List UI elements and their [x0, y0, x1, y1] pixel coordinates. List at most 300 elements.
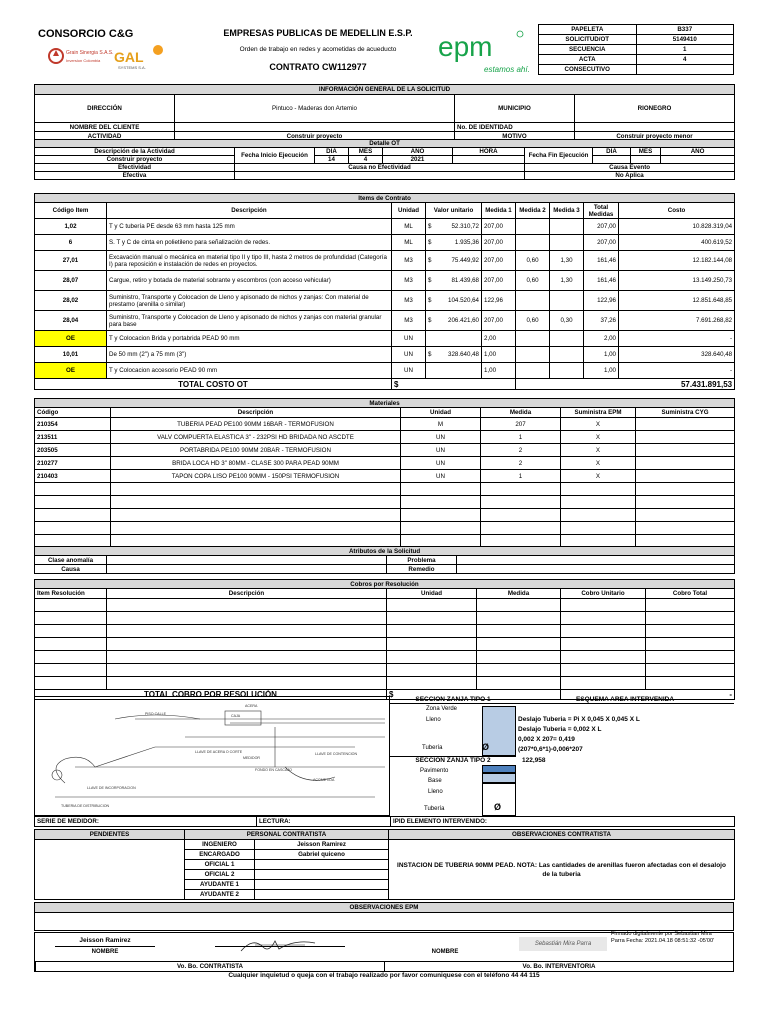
order-description: Orden de trabajo en redes y acometidas de acueducto [239, 46, 397, 53]
empty-cell [636, 496, 735, 509]
calc-line-2: 0,002 X 207= 0,419 [518, 736, 575, 743]
material-qty: 1 [481, 470, 561, 483]
material-unit: UN [401, 444, 481, 457]
items-header-total: Total Medidas [584, 203, 619, 219]
personal-title: PERSONAL CONTRATISTA [185, 830, 389, 840]
material-unit: UN [401, 470, 481, 483]
item-desc: Excavación manual o mecánica en material tipo II y tipo III, hasta 2 metros de profundidad (Categoría I) para reposición e instalación de redes en proyectos. [107, 251, 392, 271]
digital-signature-text: Firmado digitalmente por Sebastian Mira Parra Fecha: 2021.04.18 08:51:32 -05'00' [611, 931, 715, 944]
esquema-title: ESQUEMA AREA INTERVENIDA [516, 696, 734, 704]
item-m3 [550, 235, 584, 251]
material-code: 213511 [35, 431, 111, 444]
empty-cell [35, 483, 111, 496]
material-qty: 1 [481, 431, 561, 444]
item-cost: - [619, 331, 735, 347]
personal-role: AYUDANTE 2 [185, 890, 255, 900]
item-m1: 207,00 [482, 251, 516, 271]
item-cost: 328.640,48 [619, 347, 735, 363]
material-code: 210354 [35, 418, 111, 431]
personal-role: OFICIAL 2 [185, 870, 255, 880]
cobros-total-label: TOTAL COBRO POR RESOLUCIÓN [35, 690, 387, 700]
mat-header-code: Código [35, 408, 111, 418]
empty-cell [561, 522, 636, 535]
installation-sketch [35, 697, 391, 817]
empty-cell [107, 612, 387, 625]
consortium-title: CONSORCIO C&G [38, 28, 134, 40]
problema-value [457, 556, 735, 565]
item-currency: $ [426, 291, 436, 311]
causa-no-label: Causa no Efectividad [235, 164, 525, 172]
calc-line-0: Deslajo Tuberia = Pi X 0,045 X 0,045 X L [518, 716, 640, 723]
material-row [35, 457, 735, 470]
empty-cell [107, 651, 387, 664]
svg-text:SYSTEMS S.A.: SYSTEMS S.A. [118, 65, 146, 70]
item-unit-value: 75.449,92 [436, 251, 482, 271]
item-m2 [516, 235, 550, 251]
mat-header-qty: Medida [481, 408, 561, 418]
material-epm: X [561, 457, 636, 470]
empty-cell [477, 677, 561, 690]
municipio-value: RIONEGRO [575, 95, 735, 123]
clase-label: Clase anomalía [35, 556, 107, 565]
material-row-empty [35, 496, 735, 509]
item-m2 [516, 331, 550, 347]
material-qty: 207 [481, 418, 561, 431]
cobros-header-total: Cobro Total [646, 589, 735, 599]
item-m1: 1,00 [482, 347, 516, 363]
fecha-inicio-label: Fecha Inicio Ejecución [235, 148, 315, 164]
empty-cell [387, 638, 477, 651]
empty-cell [561, 651, 646, 664]
item-unit-value: 1.935,36 [436, 235, 482, 251]
obs-contratista-title: OBSERVACIONES CONTRATISTA [389, 830, 735, 840]
personal-name [255, 880, 389, 890]
cobros-header-unit: Unidad [387, 589, 477, 599]
material-row [35, 444, 735, 457]
material-cyg [636, 470, 735, 483]
cobros-total-value: - [561, 690, 735, 700]
personal-name [255, 860, 389, 870]
empty-cell [646, 677, 735, 690]
item-row [35, 347, 735, 363]
materiales-title: Materiales [35, 399, 735, 408]
item-m3 [550, 331, 584, 347]
obs-contratista-text: INSTACION DE TUBERIA 90MM PEAD. NOTA: Las cantidades de arenillas fueron afectadas con el desalojo de la tuberia [389, 840, 735, 900]
empty-cell [111, 522, 401, 535]
zanja-tipo2-label-0: Pavimento [420, 768, 449, 774]
cobro-row-empty [35, 599, 735, 612]
material-cyg [636, 431, 735, 444]
items-header-m2: Medida 2 [516, 203, 550, 219]
item-m1: 2,00 [482, 331, 516, 347]
anio-fin-value [661, 156, 735, 164]
empty-cell [35, 612, 107, 625]
empty-cell [481, 496, 561, 509]
pendientes-label: PENDIENTES [35, 830, 185, 840]
items-header-unit: Unidad [392, 203, 426, 219]
empty-cell [111, 496, 401, 509]
material-epm: X [561, 444, 636, 457]
zanja-tipo2-base [482, 773, 516, 783]
items-total-currency: $ [392, 379, 516, 390]
meta-value: 5149410 [636, 35, 734, 45]
items-header-m1: Medida 1 [482, 203, 516, 219]
item-currency: $ [426, 271, 436, 291]
empty-cell [111, 509, 401, 522]
cobro-row-empty [35, 612, 735, 625]
interventor-signature: Sebastián Mira Parra [519, 937, 607, 951]
item-desc: Cargue, retiro y botada de material sobrante y escombros (con acceso vehicular) [107, 271, 392, 291]
empty-cell [35, 625, 107, 638]
item-row [35, 235, 735, 251]
firma-line-contratista [215, 946, 345, 947]
empty-cell [561, 483, 636, 496]
svg-text:Grain Sinergia S.A.S.: Grain Sinergia S.A.S. [66, 50, 114, 56]
hora-value [453, 156, 525, 164]
material-row-empty [35, 522, 735, 535]
empty-cell [387, 664, 477, 677]
item-currency: $ [426, 235, 436, 251]
item-m2 [516, 363, 550, 379]
material-code: 210277 [35, 457, 111, 470]
meta-value [636, 65, 734, 75]
cobro-row-empty [35, 677, 735, 690]
meta-value: 4 [636, 55, 734, 65]
material-cyg [636, 457, 735, 470]
sketch-label-llave-contencion: LLAVE DE CONTENCION [315, 752, 358, 756]
actividad-label: ACTIVIDAD [35, 132, 175, 141]
anio-fin-label: AÑO [661, 148, 735, 156]
material-unit: UN [401, 457, 481, 470]
causa-label: Causa [35, 565, 107, 574]
item-currency: $ [426, 347, 436, 363]
item-unit: M3 [392, 251, 426, 271]
item-row [35, 331, 735, 347]
municipio-label: MUNICIPIO [455, 95, 575, 123]
material-row [35, 470, 735, 483]
causa-evento-value: No Aplica [525, 172, 735, 180]
firmas [34, 932, 734, 972]
contratista-name: Jeisson Ramirez [79, 937, 131, 944]
item-row [35, 291, 735, 311]
cobros-header-unit-cost: Cobro Unitario [561, 589, 646, 599]
obs-epm-title: OBSERVACIONES EPM [35, 903, 734, 913]
empty-cell [35, 664, 107, 677]
empty-cell [646, 651, 735, 664]
item-m3 [550, 291, 584, 311]
causa-evento-label: Causa Evento [525, 164, 735, 172]
zanja-tipo1-label-0: Zona Verde [426, 706, 458, 712]
item-total: 207,00 [584, 235, 619, 251]
item-code: OE [35, 363, 107, 379]
item-code: 27,01 [35, 251, 107, 271]
calc-line-1: Deslajo Tuberia = 0,002 X L [518, 726, 602, 733]
item-total: 2,00 [584, 331, 619, 347]
empty-cell [646, 638, 735, 651]
items-header-cost: Costo [619, 203, 735, 219]
item-m3 [550, 219, 584, 235]
actividad-value: Construir proyecto [175, 132, 455, 141]
empty-cell [111, 483, 401, 496]
cobros-header-item: Item Resolución [35, 589, 107, 599]
material-desc: TAPON COPA LISO PE100 90MM - 150PSI TERMOFUSION [111, 470, 401, 483]
empty-cell [35, 522, 111, 535]
item-currency: $ [426, 219, 436, 235]
mes-value: 4 [349, 156, 383, 164]
dia-label: DIA [315, 148, 349, 156]
personal-section [34, 829, 734, 900]
sketch-label-llave-incorporacion: LLAVE DE INCORPORACION [87, 786, 136, 790]
epm-logo-text: epm [438, 31, 493, 62]
obs-epm-body [35, 913, 734, 931]
zanja-tipo2-label-2: Lleno [428, 789, 443, 795]
empty-cell [387, 677, 477, 690]
personal-row [35, 840, 735, 850]
sketch-label-piso-calle: PISO CALLE [145, 712, 166, 716]
cliente-value [175, 123, 455, 132]
item-m1: 1,00 [482, 363, 516, 379]
company-name: EMPRESAS PUBLICAS DE MEDELLIN E.S.P. [223, 28, 413, 38]
empty-cell [477, 651, 561, 664]
item-unit: UN [392, 363, 426, 379]
contratista-signature [235, 933, 325, 957]
remedio-label: Remedio [387, 565, 457, 574]
items-header-code: Código Item [35, 203, 107, 219]
desc-actividad-label: Descripción de la Actividad [35, 148, 235, 156]
item-unit-value [436, 363, 482, 379]
mes-fin-value [631, 156, 661, 164]
empty-cell [107, 664, 387, 677]
meta-value: B337 [636, 25, 734, 35]
material-row-empty [35, 483, 735, 496]
item-m3: 1,30 [550, 251, 584, 271]
item-cost: 12.182.144,08 [619, 251, 735, 271]
svg-text:Inversion Colombia: Inversion Colombia [66, 58, 101, 63]
zanja-section [390, 696, 734, 816]
desc-actividad-value: Construir proyecto [35, 156, 235, 164]
pendientes-body [35, 840, 185, 900]
identidad-label: No. DE IDENTIDAD [455, 123, 575, 132]
clase-value [107, 556, 387, 565]
zanja-tipo1-label-2: Tubería [422, 745, 443, 751]
zanja-tipo2-title: SECCION ZANJA TIPO 2 [390, 756, 516, 764]
contract-number: CONTRATO CW112977 [269, 62, 367, 72]
item-code: 1,02 [35, 219, 107, 235]
material-unit: UN [401, 431, 481, 444]
cliente-label: NOMBRE DEL CLIENTE [35, 123, 175, 132]
empty-cell [35, 638, 107, 651]
zanja-tipo2-pipe: Ø [494, 802, 502, 812]
motivo-label: MOTIVO [455, 132, 575, 141]
item-total: 1,00 [584, 363, 619, 379]
item-unit: M3 [392, 311, 426, 331]
items-header-desc: Descripción [107, 203, 392, 219]
hora-label: HORA [453, 148, 525, 156]
item-total: 161,46 [584, 271, 619, 291]
empty-cell [401, 496, 481, 509]
sketch-label-medidor: MEDIDOR [243, 756, 260, 760]
item-unit: ML [392, 235, 426, 251]
item-total: 1,00 [584, 347, 619, 363]
item-unit: M3 [392, 291, 426, 311]
material-desc: VALV COMPUERTA ELASTICA 3" - 232PSI HD BRIDADA NO ASCDTE [111, 431, 401, 444]
meta-label: SOLICITUD/OT [539, 35, 637, 45]
item-cost: - [619, 363, 735, 379]
mes-label: MES [349, 148, 383, 156]
zanja-tipo2-pavimento [482, 765, 516, 773]
general-info [34, 84, 734, 141]
empty-cell [636, 509, 735, 522]
cobros [34, 579, 734, 700]
atributos-title: Atributos de la Solicitud [35, 547, 735, 556]
empty-cell [35, 677, 107, 690]
serie-medidor-label: SERIE DE MEDIDOR: [35, 817, 257, 827]
empty-cell [35, 509, 111, 522]
sketch-label-caja: CAJA [231, 714, 241, 718]
material-unit: M [401, 418, 481, 431]
item-currency [426, 363, 436, 379]
item-m2: 0,60 [516, 271, 550, 291]
empty-cell [401, 509, 481, 522]
serie-row [34, 816, 734, 827]
empty-cell [561, 664, 646, 677]
item-cost: 12.851.648,85 [619, 291, 735, 311]
item-desc: T y C tubería PE desde 63 mm hasta 125 mm [107, 219, 392, 235]
causa-value [107, 565, 387, 574]
item-unit: UN [392, 347, 426, 363]
lectura-label: LECTURA: [257, 817, 391, 827]
mat-header-cyg: Suministra CYG [636, 408, 735, 418]
sketch-label-llave-acera: LLAVE DE ACERA O CORTE [195, 750, 243, 754]
empty-cell [35, 599, 107, 612]
empty-cell [481, 483, 561, 496]
material-epm: X [561, 418, 636, 431]
empty-cell [636, 483, 735, 496]
fecha-fin-label: Fecha Fin Ejecución [525, 148, 593, 164]
empty-cell [35, 651, 107, 664]
item-total: 122,96 [584, 291, 619, 311]
items-header-value: Valor unitario [426, 203, 482, 219]
item-unit: UN [392, 331, 426, 347]
item-unit: ML [392, 219, 426, 235]
meta-table [538, 24, 734, 75]
item-unit-value [436, 331, 482, 347]
efectividad-value: Efectiva [35, 172, 235, 180]
meta-label: PAPELETA [539, 25, 637, 35]
material-code: 203505 [35, 444, 111, 457]
item-m3: 1,30 [550, 271, 584, 291]
vobo-interventoria: Vo. Bo. INTERVENTORIA [385, 962, 734, 972]
item-m2 [516, 219, 550, 235]
material-cyg [636, 418, 735, 431]
personal-role: AYUDANTE 1 [185, 880, 255, 890]
item-desc: De 50 mm (2") a 75 mm (3") [107, 347, 392, 363]
empty-cell [646, 664, 735, 677]
material-desc: TUBERIA PEAD PE100 90MM 16BAR - TERMOFUSION [111, 418, 401, 431]
sketch-label-acometida: ACOMETIDA [313, 778, 335, 782]
item-m2 [516, 291, 550, 311]
empty-cell [387, 612, 477, 625]
item-m2: 0,60 [516, 251, 550, 271]
material-desc: PORTABRIDA PE100 90MM 20BAR - TERMOFUSION [111, 444, 401, 457]
direccion-value: Pintuco - Maderas don Artemio [175, 95, 455, 123]
nombre-label-contratista: NOMBRE [91, 949, 119, 955]
mat-header-epm: Suministra EPM [561, 408, 636, 418]
item-cost: 13.149.250,73 [619, 271, 735, 291]
empty-cell [107, 677, 387, 690]
empty-cell [481, 522, 561, 535]
empty-cell [561, 638, 646, 651]
item-currency [426, 331, 436, 347]
item-m1: 207,00 [482, 271, 516, 291]
item-row [35, 271, 735, 291]
item-m1: 207,00 [482, 235, 516, 251]
cobros-total-currency: $ [387, 690, 561, 700]
item-total: 207,00 [584, 219, 619, 235]
material-epm: X [561, 431, 636, 444]
material-qty: 2 [481, 457, 561, 470]
epm-tagline: estamos ahí. [484, 65, 530, 74]
empty-cell [646, 625, 735, 638]
item-desc: Suministro, Transporte y Colocacion de Lleno y apisonado de nichos y zanjas con material granular para base [107, 311, 392, 331]
meta-label: SECUENCIA [539, 45, 637, 55]
item-row [35, 311, 735, 331]
mat-header-desc: Descripción [111, 408, 401, 418]
item-unit-value: 104.520,64 [436, 291, 482, 311]
item-unit: M3 [392, 271, 426, 291]
detalle-ot [34, 139, 734, 180]
empty-cell [561, 612, 646, 625]
atributos [34, 546, 734, 574]
items-contrato [34, 193, 734, 390]
material-cyg [636, 444, 735, 457]
direccion-label: DIRECCIÓN [35, 95, 175, 123]
material-row-empty [35, 509, 735, 522]
causa-no-value [235, 172, 525, 180]
material-epm: X [561, 470, 636, 483]
obs-epm [34, 902, 734, 931]
svg-text:GAL: GAL [114, 49, 144, 65]
empty-cell [477, 664, 561, 677]
item-code: 28,04 [35, 311, 107, 331]
cobro-row-empty [35, 651, 735, 664]
motivo-value: Construir proyecto menor [575, 132, 735, 141]
items-total-label: TOTAL COSTO OT [35, 379, 392, 390]
item-code: OE [35, 331, 107, 347]
personal-role: INGENIERO [185, 840, 255, 850]
cobros-title: Cobros por Resolución [35, 580, 735, 589]
empty-cell [107, 625, 387, 638]
item-row [35, 251, 735, 271]
empty-cell [401, 483, 481, 496]
items-title: Items de Contrato [35, 194, 735, 203]
empty-cell [481, 509, 561, 522]
materiales [34, 398, 734, 548]
vobo-contratista: Vo. Bo. CONTRATISTA [36, 962, 385, 972]
contratista-name-line [55, 946, 155, 947]
empty-cell [477, 625, 561, 638]
item-unit-value: 52.310,72 [436, 219, 482, 235]
empty-cell [401, 522, 481, 535]
empty-cell [387, 625, 477, 638]
item-total: 37,26 [584, 311, 619, 331]
item-unit-value: 81.439,68 [436, 271, 482, 291]
empty-cell [561, 625, 646, 638]
empty-cell [387, 599, 477, 612]
gal-logo [112, 42, 172, 72]
item-row [35, 219, 735, 235]
personal-role: OFICIAL 1 [185, 860, 255, 870]
